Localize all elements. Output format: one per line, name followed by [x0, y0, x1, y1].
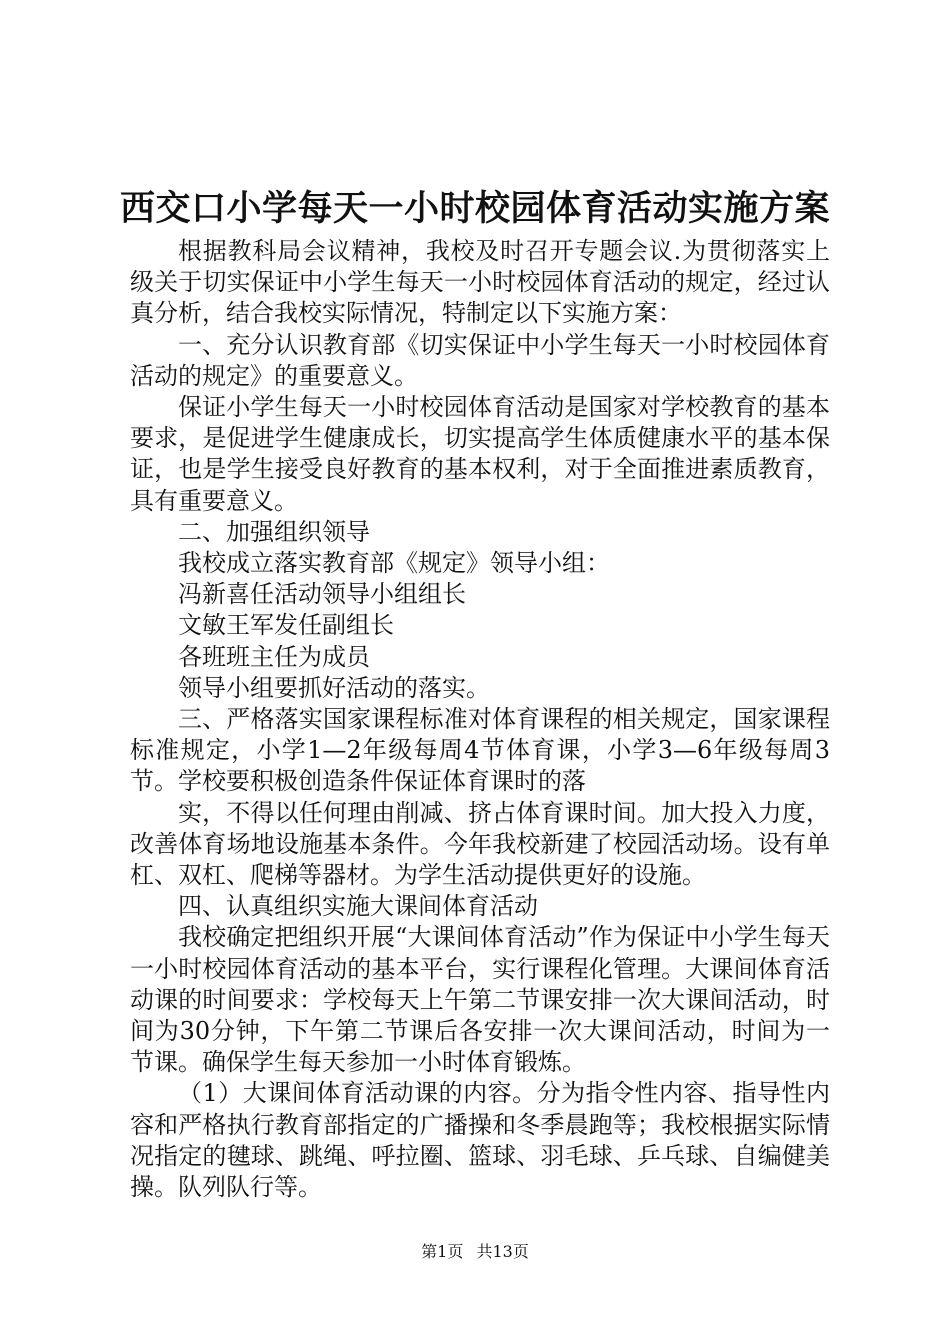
section-heading: 三、严格落实国家课程标准对体育课程的相关规定，国家课程标准规定，小学1—2年级每周4节体育课，小学3—6年级每周3节。学校要积极创造条件保证体育课时的落	[130, 705, 830, 796]
page-footer	[0, 1240, 950, 1264]
paragraph: （1）大课间体育活动课的内容。分为指令性内容、指导性内容和严格执行教育部指定的广播操和冬季晨跑等；我校根据实际情况指定的毽球、跳绳、呼拉圈、篮球、羽毛球、乒乓球、自编健美操。队列队行等。	[130, 1079, 830, 1202]
document-body	[130, 236, 830, 1203]
page-total: 共13页	[476, 1242, 529, 1261]
paragraph: 保证小学生每天一小时校园体育活动是国家对学校教育的基本要求，是促进学生健康成长，切实提高学生体质健康水平的基本保证，也是学生接受良好教育的基本权利，对于全面推进素质教育，具有重要意义。	[130, 393, 830, 515]
list-item: 各班班主任为成员	[178, 642, 370, 671]
section-heading: 二、加强组织领导	[178, 517, 370, 546]
section-heading: 一、充分认识教育部《切实保证中小学生每天一小时校园体育活动的规定》的重要意义。	[130, 330, 830, 390]
document-title: 西交口小学每天一小时校园体育活动实施方案	[119, 188, 830, 229]
list-item: 冯新喜任活动领导小组组长	[178, 580, 466, 609]
page-number: 第1页	[421, 1242, 464, 1261]
paragraph: 领导小组要抓好活动的落实。	[178, 673, 490, 702]
list-item: 文敏王军发任副组长	[178, 611, 394, 640]
paragraph: 我校成立落实教育部《规定》领导小组：	[178, 549, 610, 578]
paragraph: 我校确定把组织开展“大课间体育活动”作为保证中小学生每天一小时校园体育活动的基本平台，实行课程化管理。大课间体育活动课的时间要求：学校每天上午第二节课安排一次大课间活动，时间为30分钟，下午第二节课后各安排一次大课间活动，时间为一节课。确保学生每天参加一小时体育锻炼。	[130, 923, 830, 1077]
section-heading: 四、认真组织实施大课间体育活动	[178, 892, 538, 921]
paragraph: 实，不得以任何理由削减、挤占体育课时间。加大投入力度，改善体育场地设施基本条件。今年我校新建了校园活动场。设有单杠、双杠、爬梯等器材。为学生活动提供更好的设施。	[130, 798, 830, 890]
paragraph: 根据教科局会议精神，我校及时召开专题会议.为贯彻落实上级关于切实保证中小学生每天一小时校园体育活动的规定，经过认真分析，结合我校实际情况，特制定以下实施方案：	[130, 237, 830, 328]
